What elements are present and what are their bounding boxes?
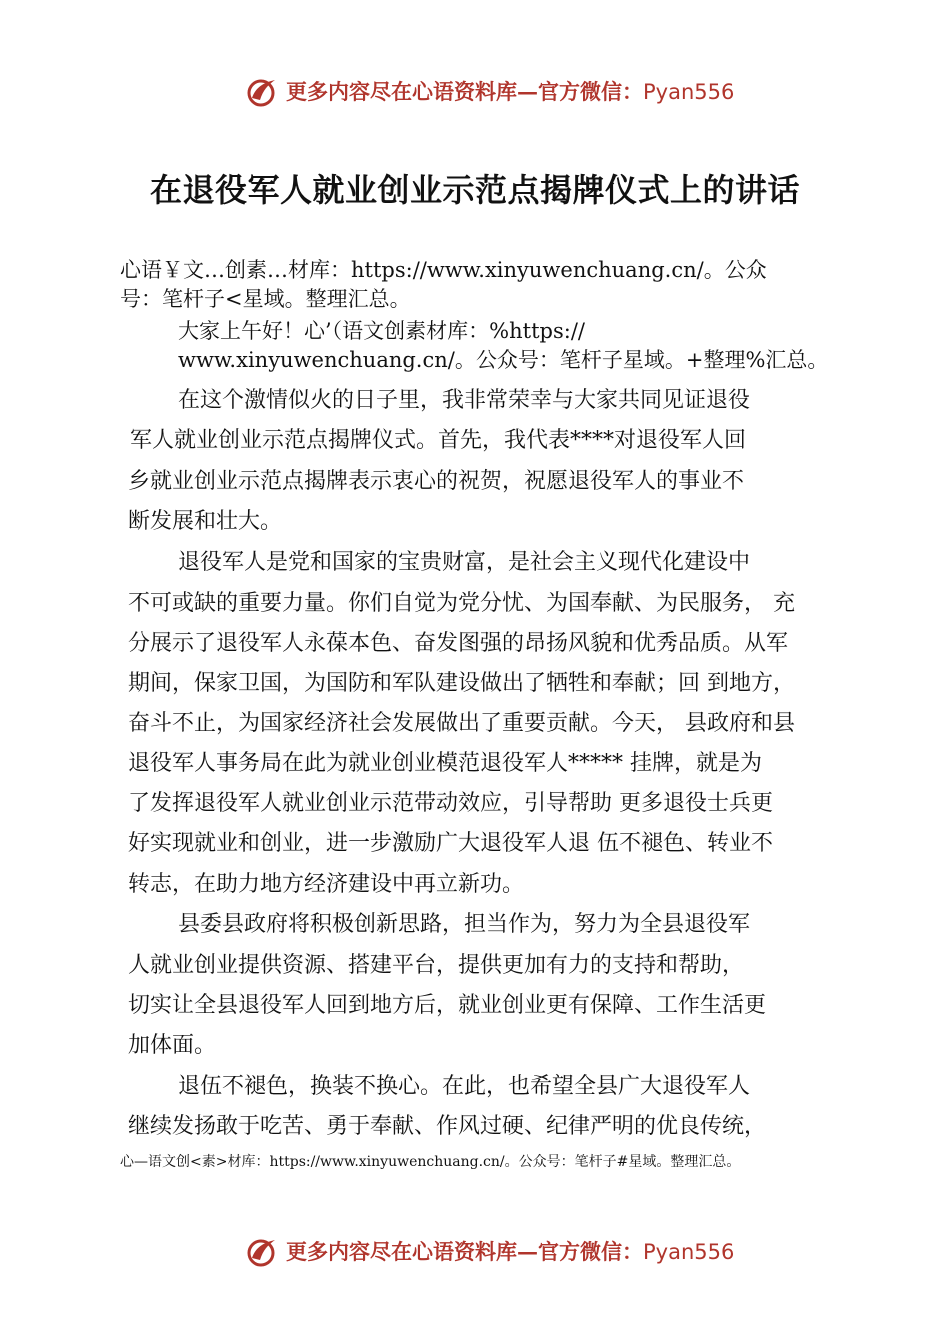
banner-wechat-id: Pyan556 xyxy=(643,80,735,104)
header-banner xyxy=(0,72,950,112)
paragraph-line: 继续发扬敢于吃苦、勇于奉献、作风过硬、纪律严明的优良传统， xyxy=(128,1114,767,1139)
page-title: 在退役军人就业创业示范点揭牌仪式上的讲话 xyxy=(149,171,800,209)
paragraph-line: 军人就业创业示范点揭牌仪式。首先，我代表****对退役军人回 xyxy=(130,428,747,453)
logo-icon xyxy=(246,76,278,108)
paragraph-line: 在这个激情似火的日子里，我非常荣幸与大家共同见证退役 xyxy=(178,388,751,413)
paragraph-line: 退伍不褪色，换装不换心。在此，也希望全县广大退役军人 xyxy=(178,1074,751,1099)
paragraph-line: 了发挥退役军人就业创业示范带动效应，引导帮助 更多退役士兵更 xyxy=(128,791,773,816)
watermark-line: 号：笔杆子<星域。整理汇总。 xyxy=(120,287,411,311)
greeting-line: 大家上午好！心’（语文创素材库：%https:// xyxy=(178,319,585,343)
banner-text: 更多内容尽在心语资料库—官方微信： xyxy=(286,79,643,104)
footer-note: 心—语文创<素>材库：https://www.xinyuwenchuang.cn/。公众号：笔杆子#星域。整理汇总。 xyxy=(120,1154,741,1170)
paragraph-line: 乡就业创业示范点揭牌表示衷心的祝贺，祝愿退役军人的事业不 xyxy=(128,469,745,494)
greeting-line: www.xinyuwenchuang.cn/。公众号：笔杆子星域。+整理%汇总。 xyxy=(178,348,829,372)
banner-text: 更多内容尽在心语资料库—官方微信： xyxy=(286,1239,643,1264)
paragraph-line: 好实现就业和创业，进一步激励广大退役军人退 伍不褪色、转业不 xyxy=(128,831,773,856)
paragraph-line: 断发展和壮大。 xyxy=(128,509,283,534)
paragraph-line: 加体面。 xyxy=(128,1033,217,1058)
banner-wechat-id: Pyan556 xyxy=(643,1240,735,1264)
paragraph-line: 县委县政府将积极创新思路，担当作为，努力为全县退役军 xyxy=(178,912,751,937)
paragraph-line: 切实让全县退役军人回到地方后，就业创业更有保障、工作生活更 xyxy=(128,993,767,1018)
paragraph-line: 人就业创业提供资源、搭建平台，提供更加有力的支持和帮助， xyxy=(128,953,745,978)
paragraph-line: 期间，保家卫国，为国防和军队建设做出了牺牲和奉献；回 到地方， xyxy=(128,671,795,696)
paragraph-line: 不可或缺的重要力量。你们自觉为党分忧、为国奉献、为民服务， 充 xyxy=(128,591,795,616)
footer-banner xyxy=(0,1232,950,1272)
watermark-line: 心语￥文…创素…材库：https://www.xinyuwenchuang.cn/。公众 xyxy=(120,258,767,282)
paragraph-line: 分展示了退役军人永葆本色、奋发图强的昂扬风貌和优秀品质。从军 xyxy=(128,631,789,656)
logo-icon xyxy=(246,1236,278,1268)
paragraph-line: 退役军人是党和国家的宝贵财富，是社会主义现代化建设中 xyxy=(178,550,751,575)
paragraph-line: 转志，在助力地方经济建设中再立新功。 xyxy=(128,872,525,897)
paragraph-line: 退役军人事务局在此为就业创业模范退役军人***** 挂牌，就是为 xyxy=(128,751,762,776)
paragraph-line: 奋斗不止，为国家经济社会发展做出了重要贡献。今天， 县政府和县 xyxy=(128,711,795,736)
